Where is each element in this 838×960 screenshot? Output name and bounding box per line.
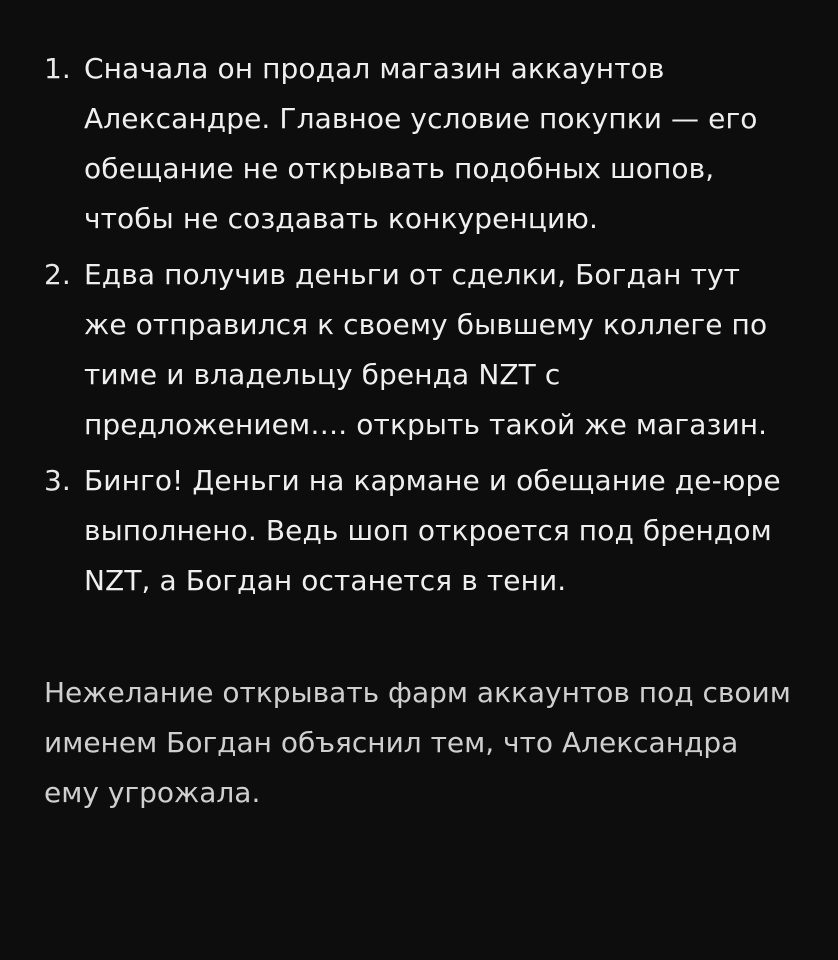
numbered-list [44,44,794,612]
list-item [44,250,794,450]
spacer [44,612,794,668]
list-item-text: Бинго! Деньги на кармане и обещание де-юре выполнено. Ведь шоп откроется под брендом NZT, а Богдан останется в тени. [84,464,781,597]
list-item [44,456,794,606]
list-marker: 3. [44,464,71,497]
list-item-text: Едва получив деньги от сделки, Богдан тут же отправился к своему бывшему коллеге по тиме и владельцу бренда NZT с предложением…. открыть такой же магазин. [84,258,768,441]
closing-paragraph: Нежелание открывать фарм аккаунтов под своим именем Богдан объяснил тем, что Александра ему угрожала. [44,676,791,809]
list-marker: 1. [44,52,71,85]
list-marker: 2. [44,258,71,291]
list-item-text: Сначала он продал магазин аккаунтов Александре. Главное условие покупки — его обещание не открывать подобных шопов, чтобы не создавать конкуренцию. [84,52,758,235]
list-item [44,44,794,244]
